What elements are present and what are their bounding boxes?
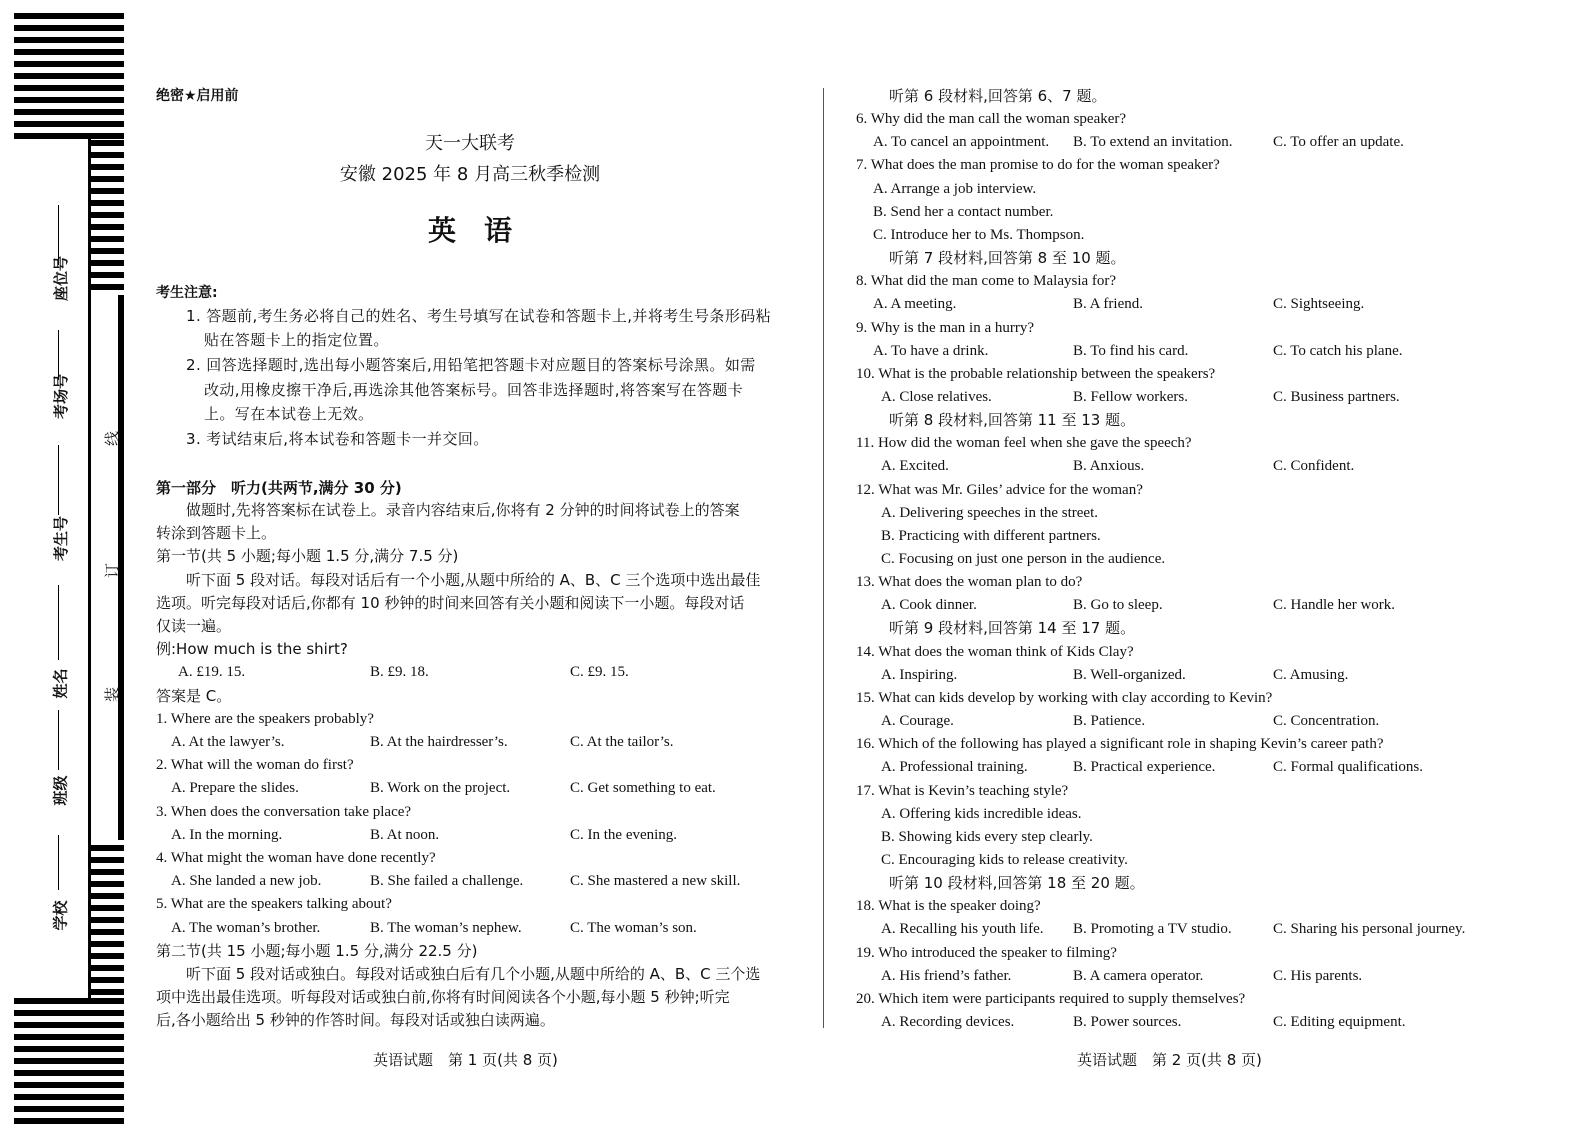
answer-option: B. A friend. xyxy=(1073,296,1143,313)
barcode-stripe xyxy=(90,188,124,194)
question: 2. What will the woman do first? xyxy=(156,757,354,774)
part1-intro-line: 做题时,先将答案标在试卷上。录音内容结束后,你将有 2 分钟的时间将试卷上的答案 xyxy=(186,501,740,519)
exam-title: 安徽 2025 年 8 月高三秋季检测 xyxy=(339,164,601,185)
question: 19. Who introduced the speaker to filming? xyxy=(856,944,1117,961)
answer-option: B. Practical experience. xyxy=(1073,759,1216,776)
binding-margin xyxy=(0,0,135,1138)
answer-option: C. The woman’s son. xyxy=(570,919,697,936)
answer-option: B. She failed a challenge. xyxy=(370,873,524,890)
answer-option: A. Inspiring. xyxy=(881,666,958,683)
example-option: B. £9. 18. xyxy=(370,664,429,681)
barcode-stripe xyxy=(90,905,124,911)
answer-option: A. To have a drink. xyxy=(873,342,989,359)
answer-option: B. To extend an invitation. xyxy=(1073,134,1233,151)
part1-heading: 第一部分 听力(共两节,满分 30 分) xyxy=(156,479,402,497)
barcode-stripe xyxy=(90,965,124,971)
answer-option: A. In the morning. xyxy=(171,826,283,843)
question: 20. Which item were participants required to supply themselves? xyxy=(856,990,1246,1007)
answer-option: C. Editing equipment. xyxy=(1273,1014,1406,1030)
example-question: 例:How much is the shirt? xyxy=(156,640,348,659)
barcode-stripe xyxy=(14,1106,124,1112)
answer-option: B. The woman’s nephew. xyxy=(370,919,522,936)
notice-line: 贴在答题卡上的指定位置。 xyxy=(204,331,389,349)
barcode-stripe xyxy=(90,176,124,182)
barcode-stripe xyxy=(90,929,124,935)
answer-option: B. At noon. xyxy=(370,826,440,843)
answer-option: C. His parents. xyxy=(1273,967,1363,984)
barcode-stripe xyxy=(14,37,124,43)
question: 14. What does the woman think of Kids Clay? xyxy=(856,643,1134,660)
exam-room-label: 考场号 xyxy=(52,373,71,420)
question: 5. What are the speakers talking about? xyxy=(156,896,392,913)
section2-intro-line: 项中选出最佳选项。听每段对话或独白前,你将有时间阅读各个小题,每小题 5 秒钟;听完 xyxy=(156,988,730,1007)
answer-option: B. Work on the project. xyxy=(370,780,511,797)
barcode-stripe xyxy=(14,61,124,67)
notice-line: 2. 回答选择题时,选出每小题答案后,用铅笔把答题卡对应题目的答案标号涂黑。如需 xyxy=(186,356,756,374)
answer-option: B. Well-organized. xyxy=(1073,666,1186,683)
fill-line xyxy=(58,330,59,380)
example-option: A. £19. 15. xyxy=(178,664,246,681)
answer-option: C. She mastered a new skill. xyxy=(570,873,741,890)
answer-option: A. To cancel an appointment. xyxy=(873,134,1050,151)
barcode-stripe xyxy=(14,1082,124,1088)
answer-option: C. Sharing his personal journey. xyxy=(1273,921,1466,938)
question: 15. What can kids develop by working with clay according to Kevin? xyxy=(856,689,1273,706)
fill-line xyxy=(58,585,59,660)
question: 13. What does the woman plan to do? xyxy=(856,574,1083,591)
answer-option: A. The woman’s brother. xyxy=(171,919,321,936)
barcode-stripe xyxy=(90,845,124,851)
answer-option: A. At the lawyer’s. xyxy=(171,734,285,750)
question: 6. Why did the man call the woman speaker? xyxy=(856,111,1127,128)
barcode-stripe xyxy=(90,140,124,146)
barcode-stripe xyxy=(14,13,124,19)
answer-option: B. Send her a contact number. xyxy=(873,203,1054,220)
answer-option: C. Encouraging kids to release creativity. xyxy=(881,851,1128,868)
barcode-stripe xyxy=(14,1070,124,1076)
fill-line xyxy=(58,445,59,515)
question: 18. What is the speaker doing? xyxy=(856,898,1041,915)
barcode-stripe xyxy=(14,133,124,139)
barcode-stripe xyxy=(14,1010,124,1016)
material-heading: 听第 6 段材料,回答第 6、7 题。 xyxy=(889,87,1107,105)
page2-footer: 英语试题 第 2 页(共 8 页) xyxy=(1077,1051,1262,1069)
barcode-stripe xyxy=(90,248,124,254)
barcode-stripe xyxy=(90,200,124,206)
answer-option: C. Amusing. xyxy=(1273,666,1349,683)
answer-option: A. She landed a new job. xyxy=(171,873,322,890)
section1-intro-line: 听下面 5 段对话。每段对话后有一个小题,从题中所给的 A、B、C 三个选项中选出最佳 xyxy=(186,570,761,589)
answer-option: C. To offer an update. xyxy=(1273,134,1404,151)
answer-option: A. Prepare the slides. xyxy=(171,780,299,797)
answer-option: B. At the hairdresser’s. xyxy=(370,734,508,750)
answer-option: B. To find his card. xyxy=(1073,342,1189,359)
barcode-stripe xyxy=(90,881,124,887)
answer-option: C. At the tailor’s. xyxy=(570,734,674,750)
answer-option: B. Patience. xyxy=(1073,713,1146,730)
answer-option: A. Arrange a job interview. xyxy=(873,180,1037,197)
confidential-mark: 绝密★启用前 xyxy=(156,88,239,104)
answer-option: C. Introduce her to Ms. Thompson. xyxy=(873,226,1085,243)
barcode-stripe xyxy=(14,109,124,115)
name-label: 姓名 xyxy=(51,668,70,699)
barcode-stripe xyxy=(90,284,124,290)
answer-option: C. Confident. xyxy=(1273,458,1355,475)
question: 8. What did the man come to Malaysia for? xyxy=(856,273,1117,290)
section2-heading: 第二节(共 15 小题;每小题 1.5 分,满分 22.5 分) xyxy=(156,941,478,960)
section1-heading: 第一节(共 5 小题;每小题 1.5 分,满分 7.5 分) xyxy=(156,547,459,566)
fill-line xyxy=(58,835,59,890)
barcode-stripe xyxy=(14,49,124,55)
barcode-stripe xyxy=(90,917,124,923)
answer-option: B. Practicing with different partners. xyxy=(881,527,1101,544)
answer-option: A. Recalling his youth life. xyxy=(881,921,1044,938)
barcode-stripe xyxy=(90,869,124,875)
barcode-stripe xyxy=(14,1058,124,1064)
subject-title: 英 语 xyxy=(427,214,512,247)
answer-option: A. Excited. xyxy=(881,458,949,475)
fill-line xyxy=(58,710,59,770)
answer-option: A. Offering kids incredible ideas. xyxy=(881,805,1082,822)
answer-option: A. Cook dinner. xyxy=(881,597,977,614)
answer-option: A. Delivering speeches in the street. xyxy=(881,504,1099,521)
barcode-stripe xyxy=(90,236,124,242)
question: 4. What might the woman have done recently? xyxy=(156,850,436,866)
answer-option: C. Focusing on just one person in the audience. xyxy=(881,551,1166,567)
barcode-stripe xyxy=(14,85,124,91)
barcode-stripe xyxy=(90,272,124,278)
answer-option: A. Courage. xyxy=(881,713,954,730)
barcode-stripe xyxy=(14,1034,124,1040)
example-answer: 答案是 C。 xyxy=(156,686,232,705)
answer-option: B. Fellow workers. xyxy=(1073,388,1188,405)
answer-option: B. Go to sleep. xyxy=(1073,597,1163,614)
section2-intro-line: 听下面 5 段对话或独白。每段对话或独白后有几个小题,从题中所给的 A、B、C 三个选 xyxy=(186,965,761,983)
barcode-stripe xyxy=(14,1094,124,1100)
candidate-number-label: 考生号 xyxy=(52,515,71,562)
material-heading: 听第 10 段材料,回答第 18 至 20 题。 xyxy=(889,874,1145,893)
answer-option: B. Anxious. xyxy=(1073,458,1145,475)
answer-option: C. Formal qualifications. xyxy=(1273,759,1423,776)
barcode-stripe xyxy=(14,1118,124,1124)
notice-heading: 考生注意: xyxy=(156,285,218,301)
answer-option: C. Concentration. xyxy=(1273,713,1380,730)
barcode-stripe xyxy=(90,989,124,995)
page1-footer: 英语试题 第 1 页(共 8 页) xyxy=(373,1051,558,1069)
answer-option: B. Showing kids every step clearly. xyxy=(881,828,1093,845)
barcode-stripe xyxy=(90,260,124,266)
question: 3. When does the conversation take place? xyxy=(156,803,412,820)
barcode-stripe xyxy=(90,977,124,983)
answer-option: C. Sightseeing. xyxy=(1273,296,1365,313)
answer-option: C. Get something to eat. xyxy=(570,780,716,797)
barcode-stripe xyxy=(14,998,124,1004)
barcode-stripe xyxy=(90,164,124,170)
barcode-stripe xyxy=(14,1046,124,1052)
answer-option: A. A meeting. xyxy=(873,296,957,313)
answer-option: C. In the evening. xyxy=(570,826,678,843)
section1-intro-line: 选项。听完每段对话后,你都有 10 秒钟的时间来回答有关小题和阅读下一小题。每段对话 xyxy=(156,593,745,612)
barcode-stripe xyxy=(14,97,124,103)
material-heading: 听第 7 段材料,回答第 8 至 10 题。 xyxy=(889,249,1126,268)
question: 11. How did the woman feel when she gave the speech? xyxy=(856,435,1192,452)
barcode-stripe xyxy=(90,893,124,899)
answer-option: B. Power sources. xyxy=(1073,1014,1182,1030)
answer-option: A. Recording devices. xyxy=(881,1014,1015,1030)
example-option: C. £9. 15. xyxy=(570,664,629,681)
bind-mark: 装 xyxy=(103,686,122,703)
barcode-stripe xyxy=(90,953,124,959)
answer-option: B. Promoting a TV studio. xyxy=(1073,921,1232,938)
notice-line: 1. 答题前,考生务必将自己的姓名、考生号填写在试卷和答题卡上,并将考生号条形码粘 xyxy=(186,307,772,325)
question: 10. What is the probable relationship between the speakers? xyxy=(856,365,1216,382)
notice-line: 改动,用橡皮擦干净后,再选涂其他答案标号。回答非选择题时,将答案写在答题卡 xyxy=(204,381,744,399)
question: 7. What does the man promise to do for the woman speaker? xyxy=(856,157,1220,174)
answer-option: A. His friend’s father. xyxy=(881,967,1012,984)
answer-option: A. Professional training. xyxy=(881,759,1028,776)
barcode-stripe xyxy=(14,121,124,127)
notice-line: 3. 考试结束后,将本试卷和答题卡一并交回。 xyxy=(186,430,489,448)
exam-org-title: 天一大联考 xyxy=(425,133,515,154)
seat-number-label: 座位号 xyxy=(52,255,71,302)
question: 17. What is Kevin’s teaching style? xyxy=(856,782,1069,799)
section2-intro-line: 后,各小题给出 5 秒钟的作答时间。每段对话或独白读两遍。 xyxy=(156,1011,555,1030)
answer-option: C. Business partners. xyxy=(1273,388,1400,405)
barcode-stripe xyxy=(14,1022,124,1028)
class-label: 班级 xyxy=(51,775,70,806)
page-divider xyxy=(823,88,824,1028)
barcode-stripe xyxy=(14,73,124,79)
material-heading: 听第 8 段材料,回答第 11 至 13 题。 xyxy=(889,411,1136,430)
barcode-stripe xyxy=(14,25,124,31)
line-mark: 线 xyxy=(103,430,122,447)
material-heading: 听第 9 段材料,回答第 14 至 17 题。 xyxy=(889,619,1136,638)
staple-mark: 订 xyxy=(103,562,122,579)
question: 1. Where are the speakers probably? xyxy=(156,710,374,727)
question: 12. What was Mr. Giles’ advice for the woman? xyxy=(856,481,1143,498)
school-label: 学校 xyxy=(51,900,70,931)
answer-option: C. Handle her work. xyxy=(1273,597,1396,614)
barcode-stripe xyxy=(90,857,124,863)
barcode-stripe xyxy=(90,224,124,230)
part1-intro-line: 转涂到答题卡上。 xyxy=(156,524,277,543)
barcode-stripe xyxy=(90,152,124,158)
notice-line: 上。写在本试卷上无效。 xyxy=(204,405,374,423)
answer-option: B. A camera operator. xyxy=(1073,967,1204,984)
question: 9. Why is the man in a hurry? xyxy=(856,319,1035,336)
answer-option: C. To catch his plane. xyxy=(1273,342,1403,359)
answer-option: A. Close relatives. xyxy=(881,388,992,405)
section1-intro-line: 仅读一遍。 xyxy=(156,617,232,635)
barcode-stripe xyxy=(90,212,124,218)
question: 16. Which of the following has played a significant role in shaping Kevin’s career path? xyxy=(856,736,1384,753)
barcode-stripe xyxy=(90,941,124,947)
